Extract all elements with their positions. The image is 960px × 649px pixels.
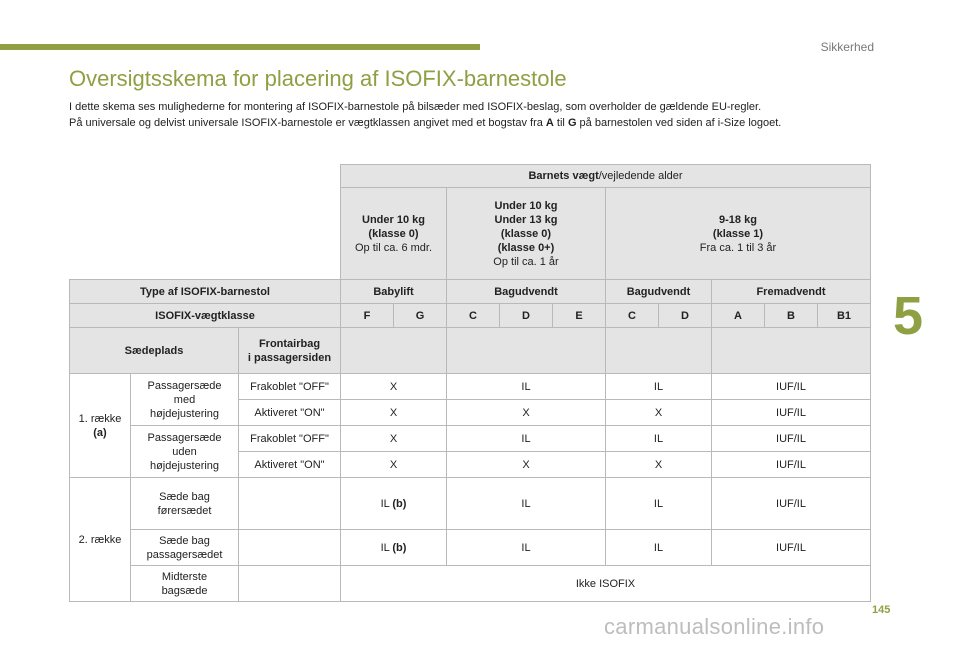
group-0: Under 10 kg (klasse 0) Op til ca. 6 mdr. xyxy=(341,188,447,280)
class-b1: B1 xyxy=(818,304,871,328)
airbag-off: Frakoblet "OFF" xyxy=(239,426,341,452)
row1-label: 1. række (a) xyxy=(70,374,131,478)
isofix-table xyxy=(69,164,871,602)
weight-groups-row xyxy=(70,188,871,280)
intro-line-2: På universale og delvist universale ISOFIX-barnestole er vægtklassen angivet med et bogstav fra A til G på barnestolen ved siden af i-Size logoet. xyxy=(69,117,782,129)
seat-without-adjust: Passagersæde uden højdejustering xyxy=(131,426,239,478)
airbag-off: Frakoblet "OFF" xyxy=(239,374,341,400)
class-row xyxy=(70,304,871,328)
seat-behind-driver: Sæde bag førersædet xyxy=(131,478,239,530)
section-label: Sikkerhed xyxy=(820,40,874,54)
page-number: 145 xyxy=(872,604,891,616)
intro-text xyxy=(69,99,889,131)
class-b: B xyxy=(765,304,818,328)
class-d2: D xyxy=(659,304,712,328)
table-row xyxy=(70,566,871,602)
table-row: Aktiveret "ON" X X X IUF/IL xyxy=(70,452,871,478)
class-e: E xyxy=(553,304,606,328)
type-babylift: Babylift xyxy=(341,280,447,304)
group-1: 9-18 kg (klasse 1) Fra ca. 1 til 3 år xyxy=(606,188,871,280)
class-d: D xyxy=(500,304,553,328)
seat-header-row xyxy=(70,328,871,374)
airbag-label: Frontairbag i passagersiden xyxy=(239,328,341,374)
seat-behind-passenger: Sæde bag passagersædet xyxy=(131,530,239,566)
weight-header-row xyxy=(70,165,871,188)
type-rear-2: Bagudvendt xyxy=(606,280,712,304)
class-f: F xyxy=(341,304,394,328)
table-row: Aktiveret "ON" X X X IUF/IL xyxy=(70,400,871,426)
seat-with-adjust: Passagersæde med højdejustering xyxy=(131,374,239,426)
type-label: Type af ISOFIX-barnestol xyxy=(70,280,341,304)
group-0plus: Under 10 kg Under 13 kg (klasse 0) (klasse 0+) Op til ca. 1 år xyxy=(447,188,606,280)
type-forward: Fremadvendt xyxy=(712,280,871,304)
not-isofix: Ikke ISOFIX xyxy=(341,566,871,602)
airbag-on: Aktiveret "ON" xyxy=(239,452,341,478)
watermark: carmanualsonline.info xyxy=(604,614,825,639)
intro-line-1: I dette skema ses mulighederne for montering af ISOFIX-barnestole på bilsæder med ISOFIX-beslag, som overholder de gældende EU-regler. xyxy=(69,101,762,113)
class-a: A xyxy=(712,304,765,328)
class-c: C xyxy=(447,304,500,328)
table-row: Sæde bag passagersædet IL (b) IL IL IUF/IL xyxy=(70,530,871,566)
class-label: ISOFIX-vægtklasse xyxy=(70,304,341,328)
seat-label: Sædeplads xyxy=(70,328,239,374)
class-g: G xyxy=(394,304,447,328)
type-row xyxy=(70,280,871,304)
page-title: Oversigtsskema for placering af ISOFIX-barnestole xyxy=(69,66,567,91)
airbag-on: Aktiveret "ON" xyxy=(239,400,341,426)
top-accent-bar xyxy=(0,44,480,50)
weight-header: Barnets vægt/vejledende alder xyxy=(341,165,871,188)
table-row: 1. række (a) Passagersæde med højdejustering Frakoblet "OFF" X IL IL IUF/IL xyxy=(70,374,871,400)
table-row: Passagersæde uden højdejustering Frakoblet "OFF" X IL IL IUF/IL xyxy=(70,426,871,452)
table-row: 2. række Sæde bag førersædet IL (b) IL IL IUF/IL xyxy=(70,478,871,530)
seat-middle-rear: Midterste bagsæde xyxy=(131,566,239,602)
type-rear-1: Bagudvendt xyxy=(447,280,606,304)
class-c2: C xyxy=(606,304,659,328)
row2-label: 2. række xyxy=(70,478,131,602)
chapter-number: 5 xyxy=(893,286,924,346)
